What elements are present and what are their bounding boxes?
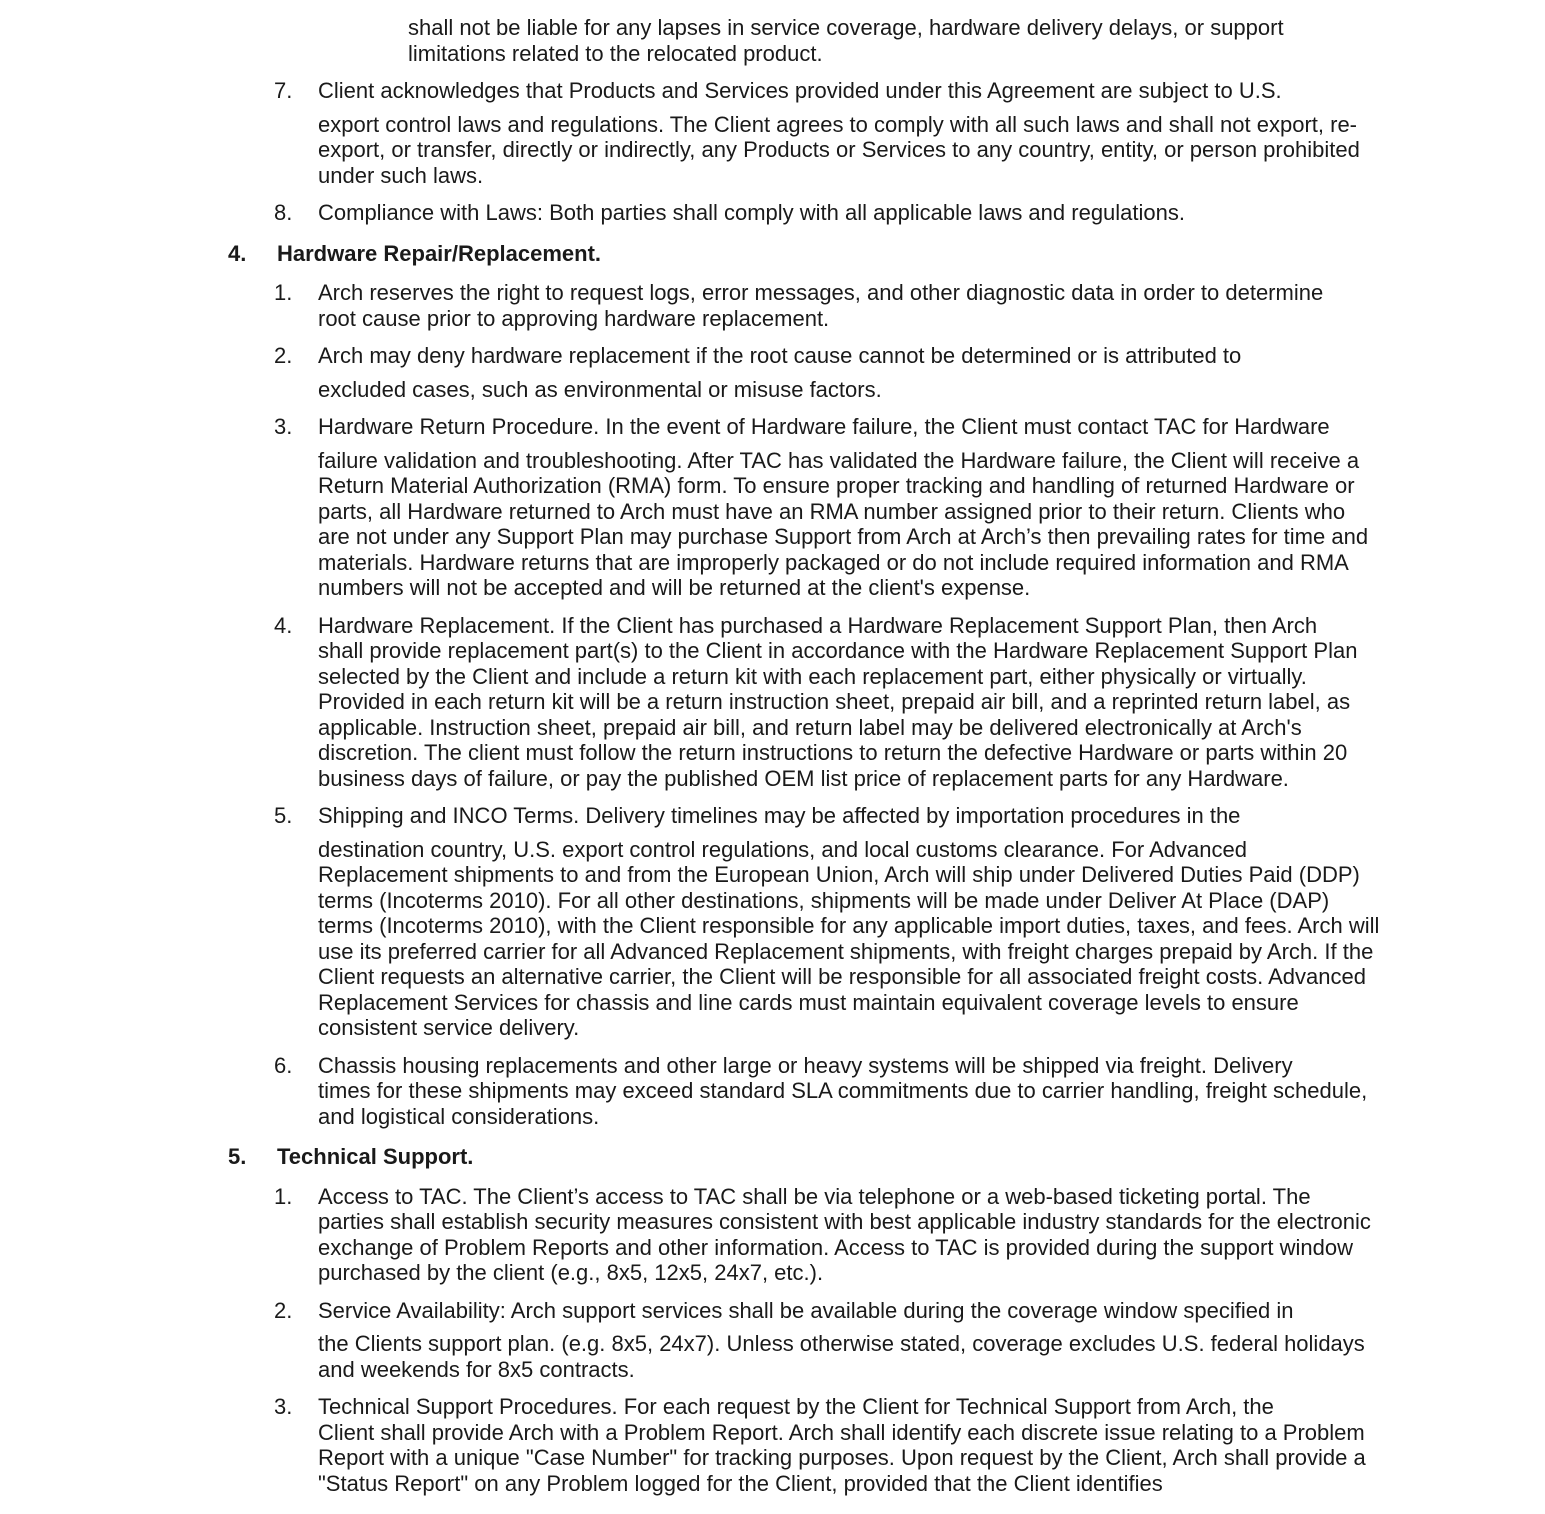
- item-lead-line: Hardware Replacement. If the Client has purchased a Hardware Replacement Support Plan, then Arch: [318, 612, 1318, 638]
- item-number: 6.: [274, 1052, 293, 1078]
- item-body-text: export control laws and regulations. The Client agrees to comply with all such laws and shall not export, re-export, or transfer, directly or indirectly, any Products or Services to any country, entity, or person prohibited under such laws.: [318, 111, 1360, 188]
- item-number: 2.: [274, 1297, 293, 1323]
- item-lead-line: Hardware Return Procedure. In the event of Hardware failure, the Client must contact TAC for Hardware: [318, 414, 1330, 439]
- item-lead-line: Shipping and INCO Terms. Delivery timelines may be affected by importation procedures in the: [318, 803, 1241, 828]
- item-number: 7.: [274, 78, 293, 103]
- item-lead-line: Technical Support Procedures. For each request by the Client for Technical Support from Arch, the: [318, 1394, 1274, 1419]
- item-lead-line: Arch reserves the right to request logs, error messages, and other diagnostic data in order to determine: [318, 280, 1324, 305]
- list-item: [228, 1184, 1545, 1286]
- list-item: [228, 803, 1545, 1041]
- list-item-8: [228, 200, 1545, 226]
- item-number: 3.: [274, 1394, 293, 1419]
- list-item: [228, 1394, 1545, 1496]
- item-body-text: times for these shipments may exceed standard SLA commitments due to carrier handling, freight schedule, and logistical considerations.: [318, 1078, 1368, 1129]
- paragraph-line: shall not be liable for any lapses in service coverage, hardware delivery delays, or support: [408, 15, 1284, 40]
- item-body-text: destination country, U.S. export control regulations, and local customs clearance. For Advanced Replacement shipments to and from the European Union, Arch will ship under Delivered Duties Paid (DDP) terms (Incoterms 2010). For all other destinations, shipments will be made under Deliver At Place (DAP) terms (Incoterms 2010), with the Client responsible for any applicable import duties, taxes, and fees. Arch will use its preferred carrier for all Advanced Replacement shipments, with freight charges prepaid by Arch. If the Client requests an alternative carrier, the Client will be responsible for all associated freight costs. Advanced Replacement Services for chassis and line cards must maintain equivalent coverage levels to ensure consistent service delivery.: [318, 836, 1380, 1040]
- section-title: Hardware Repair/Replacement.: [277, 240, 602, 266]
- paragraph-text: limitations related to the relocated product.: [408, 40, 823, 66]
- item-number: 1.: [274, 1183, 293, 1209]
- item-body-text: excluded cases, such as environmental or misuse factors.: [318, 376, 882, 402]
- list-item: [228, 414, 1545, 601]
- item-body-text: the Clients support plan. (e.g. 8x5, 24x7). Unless otherwise stated, coverage excludes U.S. federal holidays and weekends for 8x5 contracts.: [318, 1331, 1365, 1382]
- item-lead-line: Compliance with Laws: Both parties shall comply with all applicable laws and regulations.: [318, 200, 1185, 225]
- list-item-7: [228, 78, 1545, 188]
- section-heading-technical-support: [228, 1144, 1545, 1170]
- item-number: 5.: [274, 803, 293, 828]
- item-lead-line: Service Availability: Arch support services shall be available during the coverage window specified in: [318, 1297, 1294, 1323]
- item-body-text: parties shall establish security measures consistent with best applicable industry standards for the electronic exchange of Problem Reports and other information. Access to TAC is provided during the support window purchased by the client (e.g., 8x5, 12x5, 24x7, etc.).: [318, 1209, 1371, 1285]
- section-title: Technical Support.: [277, 1144, 474, 1169]
- item-body-text: root cause prior to approving hardware replacement.: [318, 305, 830, 331]
- list-item: [228, 613, 1545, 792]
- item-number: 3.: [274, 414, 293, 439]
- item-lead-line: Chassis housing replacements and other large or heavy systems will be shipped via freight. Delivery: [318, 1052, 1293, 1078]
- list-item: [228, 1053, 1545, 1130]
- item-lead-line: Arch may deny hardware replacement if the root cause cannot be determined or is attributed to: [318, 343, 1242, 368]
- list-item: [228, 1298, 1545, 1383]
- section-number: 4.: [228, 240, 247, 266]
- item-body-text: shall provide replacement part(s) to the Client in accordance with the Hardware Replacement Support Plan selected by the Client and include a return kit with each replacement part, either physically or virtually. Provided in each return kit will be a return instruction sheet, prepaid air bill, and a reprinted return label, as applicable. Instruction sheet, prepaid air bill, and return label may be delivered electronically at Arch's discretion. The client must follow the return instructions to return the defective Hardware or parts within 20 business days of failure, or pay the published OEM list price of replacement parts for any Hardware.: [318, 638, 1358, 791]
- section-number: 5.: [228, 1144, 247, 1169]
- item-number: 2.: [274, 343, 293, 368]
- item-number: 8.: [274, 200, 293, 225]
- item-body-text: Client shall provide Arch with a Problem Report. Arch shall identify each discrete issue relating to a Problem Report with a unique "Case Number" for tracking purposes. Upon request by the Client, Arch shall provide a "Status Report" on any Problem logged for the Client, provided that the Client identifies: [318, 1419, 1366, 1496]
- continuation-paragraph: [408, 15, 1545, 66]
- item-body-text: failure validation and troubleshooting. After TAC has validated the Hardware failure, the Client will receive a Return Material Authorization (RMA) form. To ensure proper tracking and handling of returned Hardware or parts, all Hardware returned to Arch must have an RMA number assigned prior to their return. Clients who are not under any Support Plan may purchase Support from Arch at Arch’s then prevailing rates for time and materials. Hardware returns that are improperly packaged or do not include required information and RMA numbers will not be accepted and will be returned at the client's expense.: [318, 447, 1369, 600]
- item-lead-line: Client acknowledges that Products and Services provided under this Agreement are subject to U.S.: [318, 78, 1282, 103]
- section-heading-hardware-repair: [228, 241, 1545, 267]
- item-number: 4.: [274, 612, 293, 638]
- item-lead-line: Access to TAC. The Client’s access to TAC shall be via telephone or a web-based ticketing portal. The: [318, 1183, 1311, 1209]
- list-item: [228, 343, 1545, 402]
- list-item: [228, 280, 1545, 331]
- item-number: 1.: [274, 280, 293, 305]
